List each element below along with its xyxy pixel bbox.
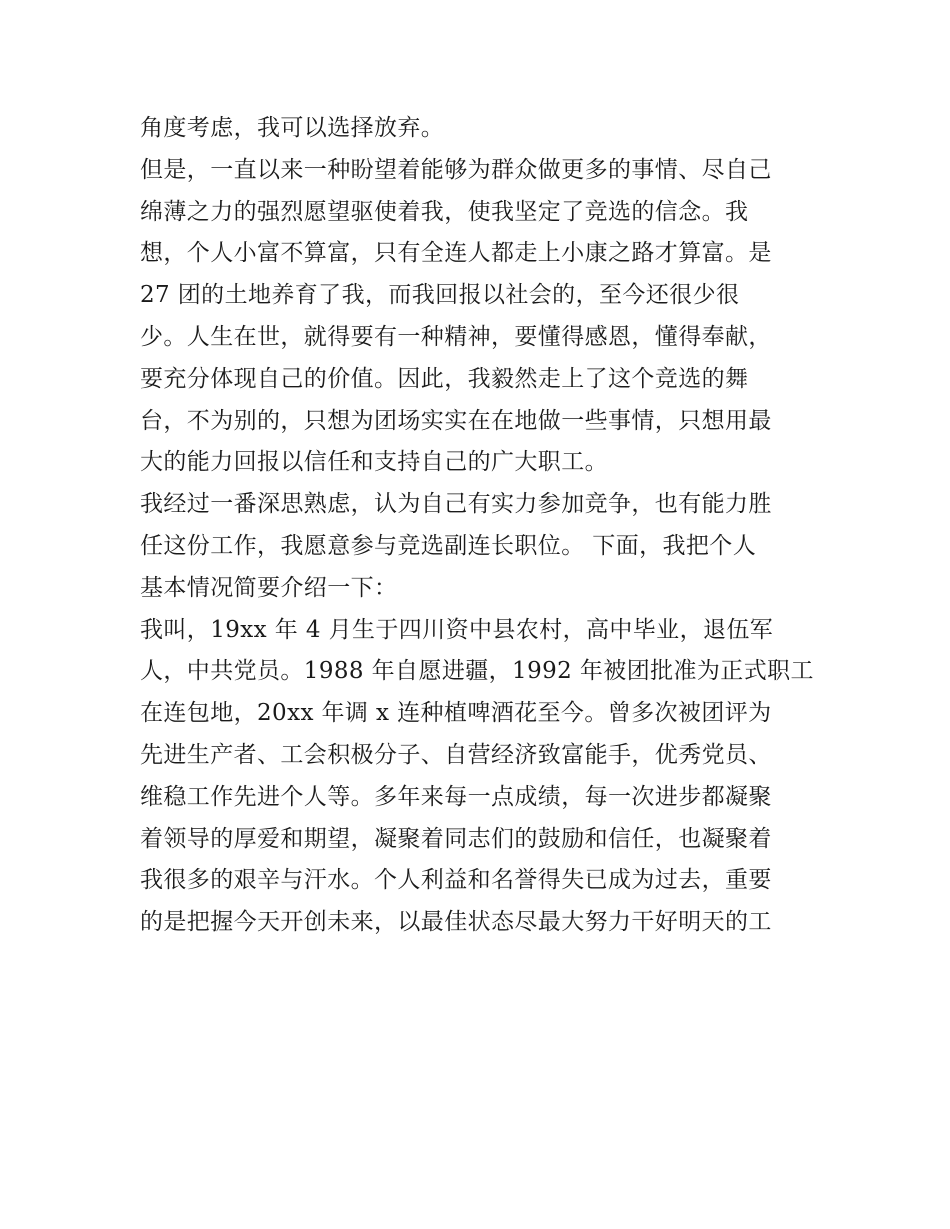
text-line: 大的能力回报以信任和支持自己的广大职工。 — [140, 449, 608, 476]
text-line: 台，不为别的，只想为团场实实在在地做一些事情，只想用最 — [140, 407, 772, 434]
text-line: 我叫，19xx 年 4 月生于四川资中县农村，高中毕业，退伍军 — [140, 616, 774, 643]
text-line: 想，个人小富不算富，只有全连人都走上小康之路才算富。是 — [140, 240, 772, 267]
text-line: 任这份工作，我愿意参与竞选副连长职位。 下面，我把个人 — [140, 532, 757, 559]
text-line: 的是把握今天开创未来，以最佳状态尽最大努力干好明天的工 — [140, 909, 772, 936]
text-line: 着领导的厚爱和期望，凝聚着同志们的鼓励和信任，也凝聚着 — [140, 825, 772, 852]
text-line: 27 团的土地养育了我，而我回报以社会的，至今还很少很 — [140, 282, 740, 309]
text-line: 维稳工作先进个人等。多年来每一点成绩，每一次进步都凝聚 — [140, 783, 772, 810]
text-line: 基本情况简要介绍一下： — [140, 574, 398, 601]
document-body — [140, 108, 820, 944]
text-line: 角度考虑，我可以选择放弃。 — [140, 115, 445, 141]
text-line: 我经过一番深思熟虑，认为自己有实力参加竞争，也有能力胜 — [140, 491, 772, 518]
text-line: 要充分体现自己的价值。因此，我毅然走上了这个竞选的舞 — [140, 365, 749, 392]
text-line: 绵薄之力的强烈愿望驱使着我，使我坚定了竞选的信念。我 — [140, 198, 749, 225]
text-line: 我很多的艰辛与汗水。个人利益和名誉得失已成为过去，重要 — [140, 867, 772, 894]
text-line: 在连包地，20xx 年调 x 连种植啤酒花至今。曾多次被团评为 — [140, 700, 772, 727]
text-line: 少。人生在世，就得要有一种精神，要懂得感恩，懂得奉献， — [140, 323, 772, 350]
text-line: 人，中共党员。1988 年自愿进疆，1992 年被团批准为正式职工 — [140, 658, 814, 685]
text-line: 但是，一直以来一种盼望着能够为群众做更多的事情、尽自己 — [140, 156, 772, 183]
text-line: 先进生产者、工会积极分子、自营经济致富能手，优秀党员、 — [140, 741, 772, 768]
